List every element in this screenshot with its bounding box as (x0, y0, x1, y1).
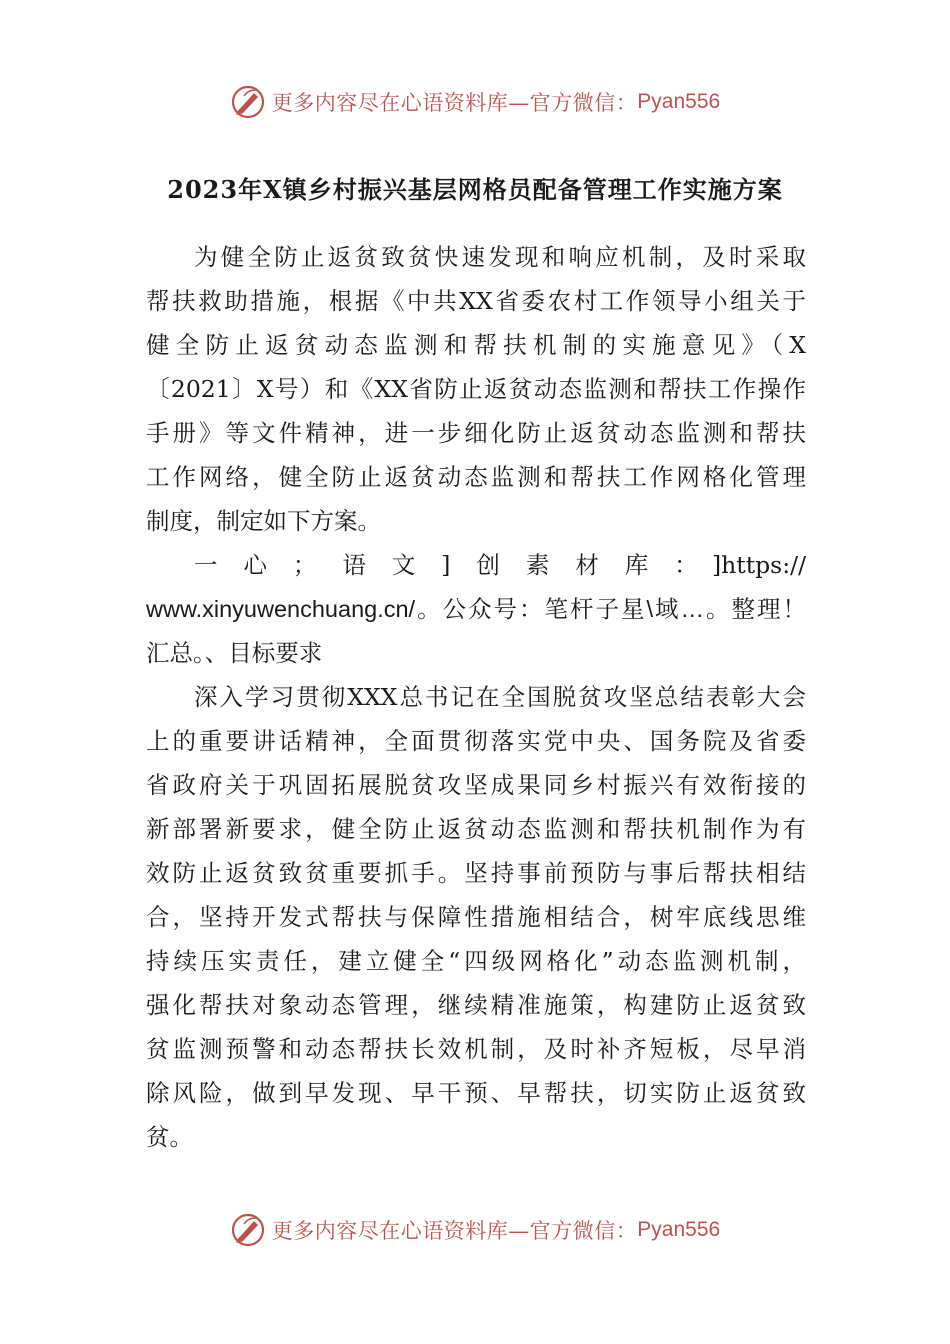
watermark-url-line: www.xinyuwenchuang.cn/。公众号：笔杆子星\域…。整理！ (146, 596, 806, 622)
banner-wechat-id: Pyan556 (637, 1218, 721, 1241)
banner-wechat-id: Pyan556 (637, 90, 721, 113)
paragraph-line: 健全防止返贫动态监测和帮扶机制的实施意见》（X (146, 331, 806, 359)
section-heading: 汇总。、目标要求 (146, 639, 323, 667)
paragraph-line: 合，坚持开发式帮扶与保障性措施相结合，树牢底线思维 (146, 903, 806, 931)
paragraph-line: 省政府关于巩固拓展脱贫攻坚成果同乡村振兴有效衔接的 (146, 771, 806, 799)
document-title: 2023年X镇乡村振兴基层网格员配备管理工作实施方案 (167, 175, 783, 204)
paragraph-line: 效防止返贫致贫重要抓手。坚持事前预防与事后帮扶相结 (146, 859, 806, 887)
paragraph-line: 贫监测预警和动态帮扶长效机制，及时补齐短板，尽早消 (146, 1035, 806, 1063)
header-banner (0, 80, 950, 124)
paragraph-line: 制度，制定如下方案。 (146, 507, 381, 535)
paragraph-line: 除风险，做到早发现、早干预、早帮扶，切实防止返贫致 (146, 1079, 806, 1107)
paragraph-line: 工作网络，健全防止返贫动态监测和帮扶工作网格化管理 (146, 463, 806, 491)
paragraph-line: 手册》等文件精神，进一步细化防止返贫动态监测和帮扶 (146, 419, 806, 447)
pen-logo-icon (230, 1212, 266, 1248)
paragraph-line: 帮扶救助措施，根据《中共XX省委农村工作领导小组关于 (146, 287, 806, 315)
paragraph-line: 新部署新要求，健全防止返贫动态监测和帮扶机制作为有 (146, 815, 806, 843)
paragraph-line: 上的重要讲话精神，全面贯彻落实党中央、国务院及省委 (146, 727, 806, 755)
footer-banner (0, 1208, 950, 1252)
paragraph-line: 强化帮扶对象动态管理，继续精准施策，构建防止返贫致 (146, 991, 806, 1019)
document-body (146, 235, 806, 1159)
banner-text: 更多内容尽在心语资料库—官方微信： (271, 91, 638, 115)
watermark-line: 一心；语文]创素材库：]https:// (194, 551, 806, 579)
banner-text: 更多内容尽在心语资料库—官方微信： (271, 1219, 638, 1243)
pen-logo-icon (230, 84, 266, 120)
paragraph-line: 为健全防止返贫致贫快速发现和响应机制，及时采取 (194, 243, 806, 271)
paragraph-line: 持续压实责任，建立健全“四级网格化”动态监测机制， (146, 947, 806, 975)
paragraph-line: 深入学习贯彻XXX总书记在全国脱贫攻坚总结表彰大会 (194, 683, 806, 711)
paragraph-line: 贫。 (146, 1123, 193, 1151)
paragraph-line: 〔2021〕X号）和《XX省防止返贫动态监测和帮扶工作操作 (146, 375, 806, 403)
